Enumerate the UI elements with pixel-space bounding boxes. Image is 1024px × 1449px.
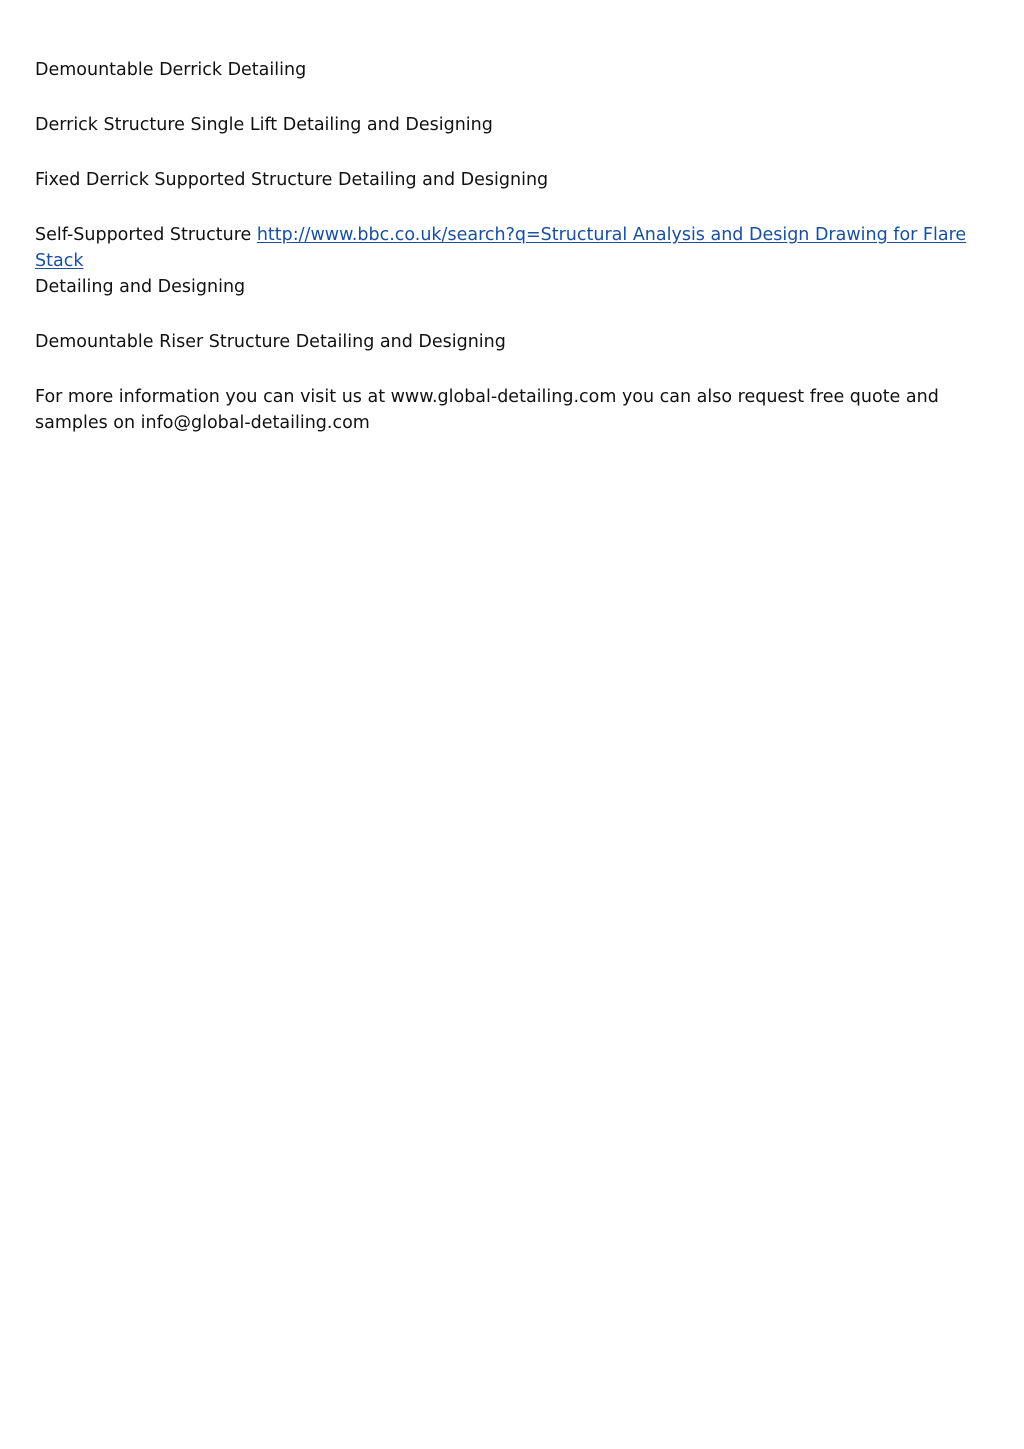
paragraph-demountable-riser: Demountable Riser Structure Detailing and Designing (35, 332, 506, 352)
paragraph-self-supported (35, 222, 985, 300)
paragraph-fixed-derrick: Fixed Derrick Supported Structure Detailing and Designing (35, 170, 549, 190)
paragraph-demountable-derrick: Demountable Derrick Detailing (35, 60, 307, 80)
bbc-search-link[interactable]: http://www.bbc.co.uk/search?q=Structural Analysis and Design Drawing for Flare Stack (35, 225, 967, 271)
self-supported-prefix: Self-Supported Structure (35, 225, 257, 245)
self-supported-suffix: Detailing and Designing (35, 277, 246, 297)
paragraph-contact-info: For more information you can visit us at www.global-detailing.com you can also request free quote and samples on info@global-detailing.com (35, 387, 939, 433)
paragraph-derrick-single-lift: Derrick Structure Single Lift Detailing and Designing (35, 115, 493, 135)
document-body (35, 57, 985, 465)
